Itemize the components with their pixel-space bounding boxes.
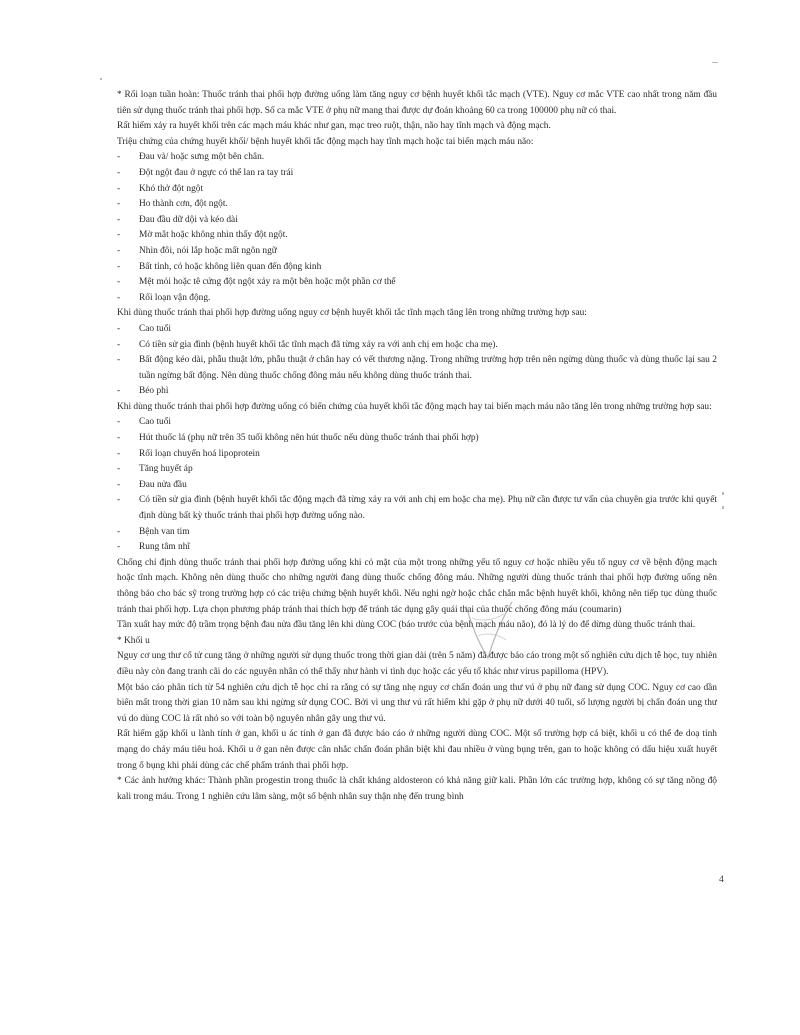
- scan-artifact: [722, 492, 724, 495]
- list-item: - Khó thở đột ngột: [117, 182, 717, 198]
- list-item: - Nhìn đôi, nói lắp hoặc mất ngôn ngữ: [117, 244, 717, 260]
- paragraph-contraindications: Chống chỉ định dùng thuốc tránh thai phối hợp đường uống khi có mặt của một trong những yếu tố nguy cơ hoặc nhiều yếu tố nguy cơ về bệnh động mạch hoặc tĩnh mạch. Không nên dùng thuốc cho những người đang dùng thuốc chống đông máu. Những người dùng thuốc tránh thai phối hợp đường uống nên thông báo cho bác sỹ trong trường hợp có các triệu chứng bệnh huyết khối. Nếu nghi ngờ hoặc chắc chắn mắc bệnh huyết khối, không nên tiếp tục dùng thuốc tránh thai phối hợp. Lựa chọn phương pháp tránh thai thích hợp để tránh tác dụng gây quái thai của thuốc chống đông máu (coumarin): [117, 557, 717, 615]
- paragraph-rare-thrombosis: Rất hiếm xảy ra huyết khối trên các mạch máu khác như gan, mạc treo ruột, thận, não hay tĩnh mạch và động mạch.: [117, 121, 551, 132]
- list-item: - Bệnh van tim: [117, 525, 717, 541]
- list-item: - Có tiền sử gia đình (bệnh huyết khối tắc động mạch đã từng xảy ra với anh chị em hoặc cha mẹ). Phụ nữ cần được tư vấn của chuyên gia trước khi quyết định dùng bất kỳ thuốc tránh thai phối hợp đường uống nào.: [117, 493, 717, 524]
- paragraph-liver-tumors: Rất hiếm gặp khối u lành tính ở gan, khối u ác tính ở gan đã được báo cáo ở những người dùng COC. Một số trường hợp cá biệt, khối u có thể đe doạ tính mạng do chảy máu tiêu hoá. Khối u ở gan nên được cân nhắc chẩn đoán phân biệt khi đau nhiều ở vùng bụng trên, gan to hoặc không có dấu hiệu xuất huyết trong ổ bụng khi phải dùng các chế phẩm tránh thai phối hợp.: [117, 729, 717, 771]
- scan-artifact: [722, 506, 724, 509]
- list-item: - Đột ngột đau ở ngực có thể lan ra tay trái: [117, 166, 717, 182]
- list-item: - Rối loạn chuyển hoá lipoprotein: [117, 447, 717, 463]
- list-item: - Ho thành cơn, đột ngột.: [117, 197, 717, 213]
- paragraph-venous-risk-intro: Khi dùng thuốc tránh thai phối hợp đường uống nguy cơ bệnh huyết khối tắc tĩnh mạch tăng lên trong những trường hợp sau:: [117, 308, 587, 319]
- list-item: - Hút thuốc lá (phụ nữ trên 35 tuổi không nên hút thuốc nếu dùng thuốc tránh thai phối hợp): [117, 431, 717, 447]
- paragraph-symptoms-intro: Triệu chứng của chứng huyết khối/ bệnh huyết khối tắc động mạch hay tĩnh mạch hoặc tai biến mạch máu não:: [117, 136, 534, 147]
- paragraph-circulatory-disorders: * Rối loạn tuần hoàn: Thuốc tránh thai phối hợp đường uống làm tăng nguy cơ bệnh huyết khối tắc mạch (VTE). Nguy cơ mắc VTE cao nhất trong năm đầu tiên sử dụng thuốc tránh thai phối hợp. Số ca mắc VTE ở phụ nữ mang thai được dự đoán khoảng 60 ca trong 100000 phụ nữ có thai.: [117, 90, 717, 116]
- list-item: - Cao tuổi: [117, 322, 717, 338]
- list-item: - Rung tâm nhĩ: [117, 540, 717, 556]
- list-item: - Mệt mỏi hoặc tê cứng đột ngột xảy ra một bên hoặc một phần cơ thể: [117, 275, 717, 291]
- list-item: - Rối loạn vận động.: [117, 291, 717, 307]
- section-heading-tumors: * Khối u: [117, 635, 150, 646]
- list-item: - Có tiền sử gia đình (bệnh huyết khối tắc tĩnh mạch đã từng xảy ra với anh chị em hoặc cha mẹ).: [117, 338, 717, 354]
- arterial-risk-list: [117, 415, 717, 555]
- list-item: - Cao tuổi: [117, 415, 717, 431]
- list-item: - Tăng huyết áp: [117, 462, 717, 478]
- paragraph-arterial-risk-intro: Khi dùng thuốc tránh thai phối hợp đường uống có biến chứng của huyết khối tắc động mạch hay tai biến mạch máu não tăng lên trong những trường hợp sau:: [117, 401, 712, 412]
- paragraph-migraine: Tần xuất hay mức độ trầm trọng bệnh đau nửa đầu tăng lên khi dùng COC (báo trước của bệnh mạch máu não), đó là lý do để dừng dùng thuốc tránh thai.: [117, 620, 696, 631]
- list-item: - Béo phì: [117, 384, 717, 400]
- list-item: - Mờ mắt hoặc không nhìn thấy đột ngột.: [117, 228, 717, 244]
- list-item: - Đau nửa đầu: [117, 478, 717, 494]
- list-item: - Đau và/ hoặc sưng một bên chân.: [117, 150, 717, 166]
- scan-artifact: [100, 78, 102, 80]
- paragraph-cervical-cancer: Nguy cơ ung thư cổ tử cung tăng ở những người sử dụng thuốc trong thời gian dài (trên 5 năm) đã được báo cáo trong một số nghiên cứu dịch tễ học, tuy nhiên điều này còn đang tranh cãi do các nguyên nhân có thể thấy như hành vi tình dục hoặc các yếu tố khác như virus papilloma (HPV).: [117, 651, 717, 677]
- scan-artifact: [712, 62, 718, 63]
- venous-risk-list: [117, 322, 717, 400]
- list-item: - Bất tỉnh, có hoặc không liên quan đến động kinh: [117, 260, 717, 276]
- document-body: [117, 88, 717, 805]
- symptoms-list: [117, 150, 717, 306]
- list-item: - Bất động kéo dài, phẫu thuật lớn, phẫu thuật ở chân hay có vết thương nặng. Trong những trường hợp trên nên ngừng dùng thuốc và dùng thuốc lại sau 2 tuần ngừng bất động. Nên dùng thuốc chống đông máu nếu không dùng thuốc tránh thai.: [117, 353, 717, 384]
- list-item: - Đau đầu dữ dội và kéo dài: [117, 213, 717, 229]
- paragraph-other-effects: * Các ảnh hưởng khác: Thành phần progestin trong thuốc là chất kháng aldosteron có khả năng giữ kali. Phần lớn các trường hợp, không có sự tăng nồng độ kali trong máu. Trong 1 nghiên cứu lâm sàng, một số bệnh nhân suy thận nhẹ đến trung bình: [117, 776, 717, 802]
- page-number: 4: [719, 875, 724, 885]
- paragraph-breast-cancer: Một báo cáo phân tích từ 54 nghiên cứu dịch tễ học chỉ ra rằng có sự tăng nhẹ nguy cơ chẩn đoán ung thư vú ở phụ nữ đang sử dụng COC. Nguy cơ cao dần biến mất trong thời gian 10 năm sau khi ngừng sử dụng COC. Bởi vì ung thư vú rất hiếm khi gặp ở phụ nữ dưới 40 tuổi, số lượng người bị chẩn đoán ung thư vú do dùng COC là rất nhỏ so với toàn bộ nguyên nhân gây ung thư vú.: [117, 682, 717, 724]
